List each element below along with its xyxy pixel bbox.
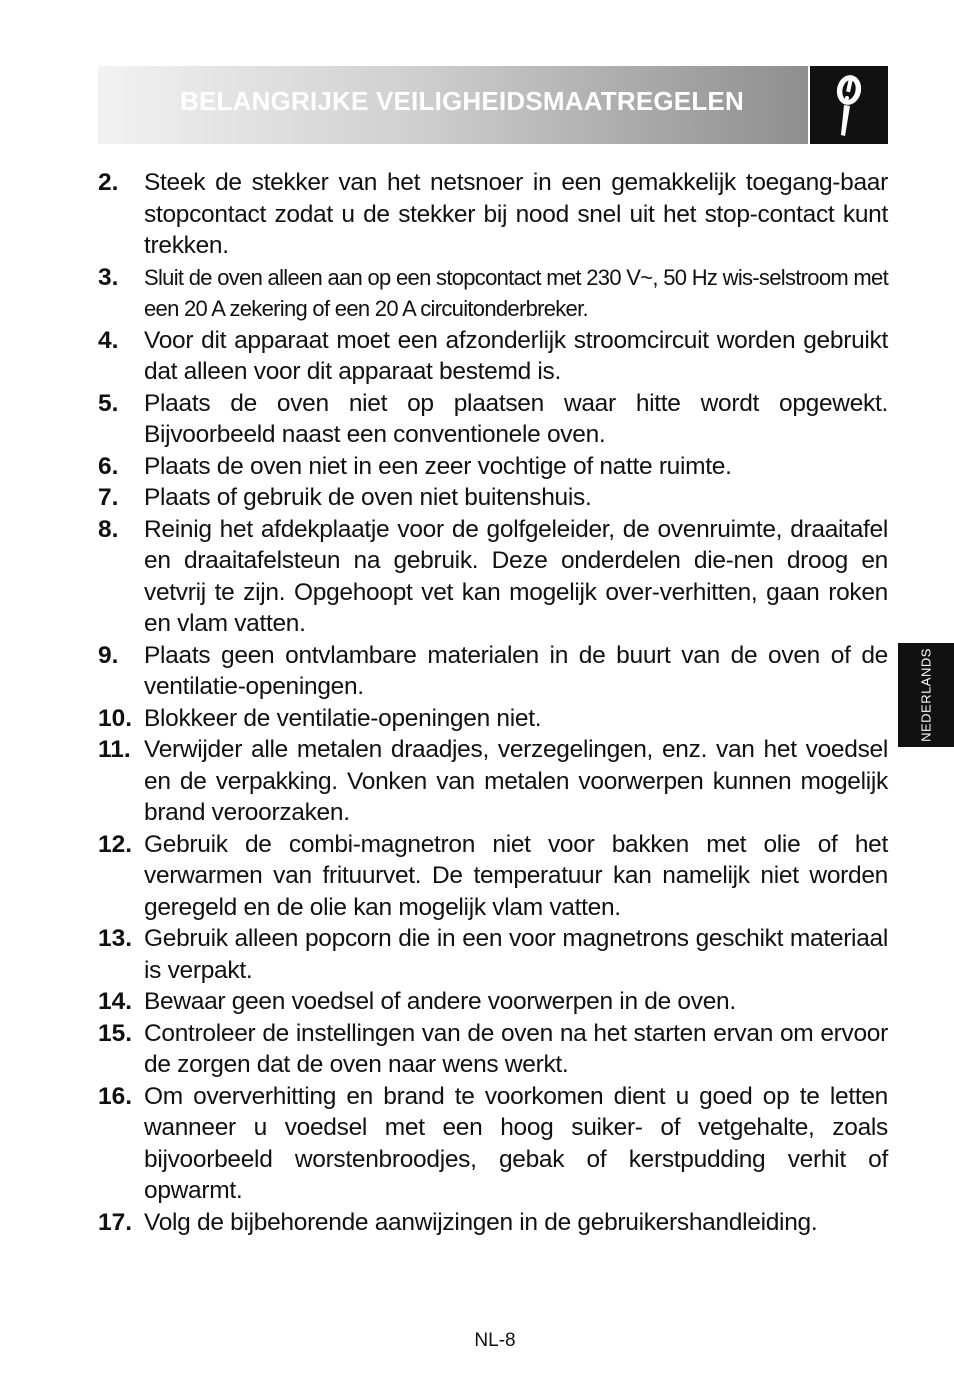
item-number: 15. xyxy=(98,1019,133,1047)
list-item xyxy=(98,986,888,1018)
item-text: Bewaar geen voedsel of andere voorwerpen in de oven. xyxy=(144,988,736,1015)
page-title: BELANGRIJKE VEILIGHEIDSMAATREGELEN xyxy=(180,86,744,116)
item-number: 17. xyxy=(98,1208,133,1236)
header-icon-box xyxy=(810,66,888,144)
list-item xyxy=(98,262,888,325)
list-item xyxy=(98,325,888,388)
item-text: Gebruik alleen popcorn die in een voor magnetrons geschikt materiaal is verpakt. xyxy=(144,925,888,984)
item-number: 3. xyxy=(98,263,119,291)
list-item xyxy=(98,734,888,829)
list-item xyxy=(98,1081,888,1207)
item-number: 5. xyxy=(98,389,119,417)
list-item xyxy=(98,829,888,924)
list-item xyxy=(98,703,888,735)
item-text: Sluit de oven alleen aan op een stopcontact met 230 V~, 50 Hz wis-selstroom met een 20 A zekering of een 20 A circuitonderbreker. xyxy=(144,264,888,321)
item-text: Plaats de oven niet op plaatsen waar hitte wordt opgewekt. Bijvoorbeeld naast een conventionele oven. xyxy=(144,389,888,448)
safety-instructions-list xyxy=(98,167,888,1238)
item-text: Steek de stekker van het netsnoer in een gemakkelijk toegang-baar stopcontact zodat u de stekker bij nood snel uit het stop-contact kunt trekken. xyxy=(144,169,888,259)
page-number: NL-8 xyxy=(474,1330,516,1351)
list-item xyxy=(98,640,888,703)
item-text: Plaats of gebruik de oven niet buitenshuis. xyxy=(144,484,592,511)
item-text: Plaats geen ontvlambare materialen in de buurt van de oven of de ventilatie-openingen. xyxy=(144,641,888,700)
item-number: 2. xyxy=(98,169,119,196)
warning-exclamation-icon xyxy=(810,66,888,144)
item-text: Verwijder alle metalen draadjes, verzegelingen, enz. van het voedsel en de verpakking. Vonken van metalen voorwerpen kunnen mogelijk brand veroorzaken. xyxy=(144,736,888,826)
item-number: 13. xyxy=(98,925,133,952)
list-item xyxy=(98,1207,888,1239)
list-item xyxy=(98,482,888,514)
item-number: 11. xyxy=(98,736,131,763)
item-number: 7. xyxy=(98,484,119,511)
list-item xyxy=(98,388,888,451)
item-number: 14. xyxy=(98,988,133,1015)
list-item xyxy=(98,1018,888,1081)
item-number: 16. xyxy=(98,1082,133,1110)
item-text: Controleer de instellingen van de oven na het starten ervan om ervoor de zorgen dat de oven naar wens werkt. xyxy=(144,1019,888,1078)
list-item xyxy=(98,451,888,483)
item-text: Volg de bijbehorende aanwijzingen in de gebruikershandleiding. xyxy=(144,1208,818,1236)
item-text: Blokkeer de ventilatie-openingen niet. xyxy=(144,704,542,732)
item-text: Plaats de oven niet in een zeer vochtige of natte ruimte. xyxy=(144,452,732,480)
item-text: Voor dit apparaat moet een afzonderlijk stroomcircuit worden gebruikt dat alleen voor dit apparaat bestemd is. xyxy=(144,326,888,385)
item-number: 6. xyxy=(98,452,119,480)
item-text: Reinig het afdekplaatje voor de golfgeleider, de ovenruimte, draaitafel en draaitafelsteun na gebruik. Deze onderdelen die-nen droog en vetvrij te zijn. Opgehoopt vet kan mogelijk over-verhitten, gaan roken en vlam vatten. xyxy=(144,515,888,637)
item-text: Gebruik de combi-magnetron niet voor bakken met olie of het verwarmen van frituurvet. De temperatuur kan namelijk niet worden geregeld en de olie kan mogelijk vlam vatten. xyxy=(144,830,888,921)
item-number: 12. xyxy=(98,830,133,858)
list-item xyxy=(98,514,888,640)
list-item xyxy=(98,923,888,986)
item-text: Om oververhitting en brand te voorkomen dient u goed op te letten wanneer u voedsel met een hoog suiker- of vetgehalte, zoals bijvoorbeeld worstenbroodjes, gebak of kerstpudding verhit of opwarmt. xyxy=(144,1082,888,1204)
language-label: NEDERLANDS xyxy=(918,648,934,742)
item-number: 10. xyxy=(98,704,133,732)
language-side-tab xyxy=(898,643,954,747)
item-number: 8. xyxy=(98,515,119,543)
item-number: 9. xyxy=(98,641,119,669)
list-item xyxy=(98,167,888,262)
item-number: 4. xyxy=(98,326,119,354)
